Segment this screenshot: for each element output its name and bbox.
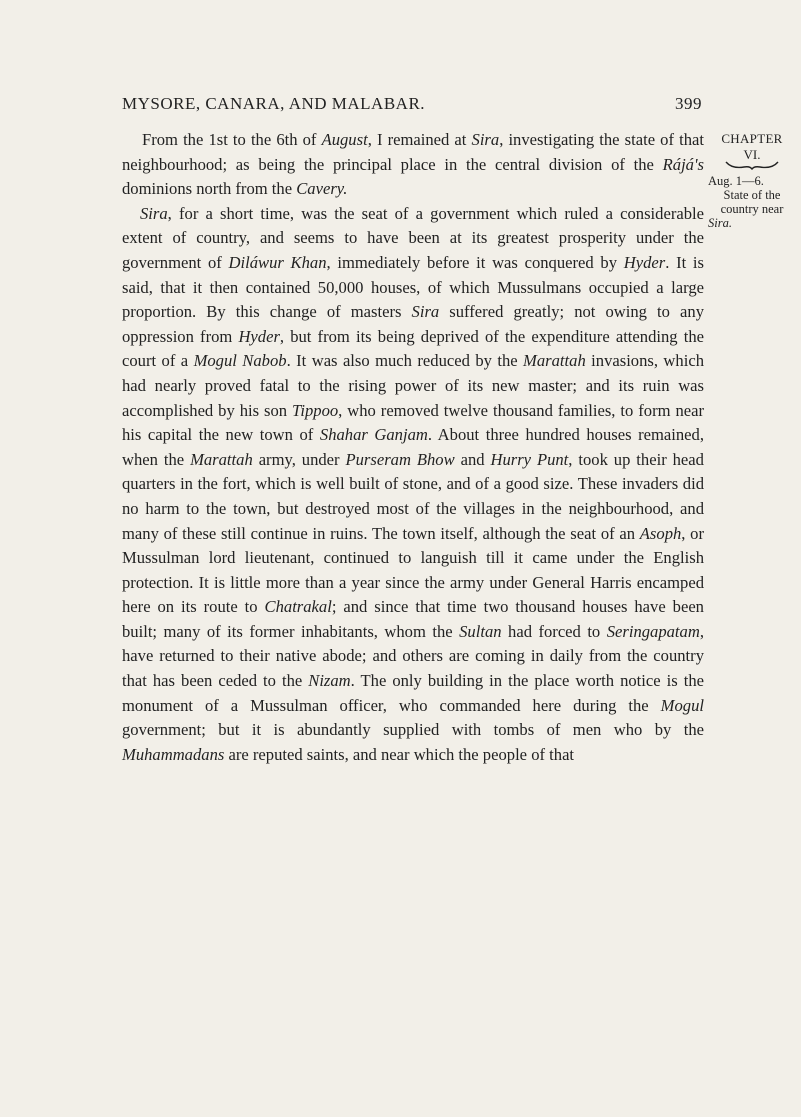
page-number: 399 — [675, 94, 702, 113]
italic-run: Purseram Bhow — [345, 449, 455, 469]
text-run: government; but it is abundantly supplied with tombs of men who by the — [122, 720, 704, 740]
text-run: From the 1st to the 6th of — [142, 130, 322, 149]
text-run: had forced to — [501, 621, 607, 641]
text-run: army, under — [252, 449, 346, 469]
text-run: , but from its being deprived of the expenditure attending the court of a — [122, 326, 704, 371]
text-run: , immediately before it was conquered by — [326, 252, 624, 272]
italic-run: Rájá's — [662, 154, 704, 174]
margin-note-line-1: State of the — [723, 188, 781, 202]
chapter-number: VI. — [743, 147, 761, 162]
text-run: , or Mussulman lord lieutenant, continued to languish till it came under the English protection. It is little more than a year since the army under General Harris encamped here on its route to — [122, 523, 704, 617]
italic-run: Nizam — [308, 671, 351, 691]
margin-note-line-3: Sira. — [708, 216, 732, 230]
text-run: ; and since that time two thousand houses have been built; many of its former inhabitants, whom the — [122, 597, 704, 641]
text-run: are reputed saints, and near which the people of that — [224, 744, 575, 764]
italic-run: Marattah — [190, 449, 253, 469]
text-run: , have returned to their native abode; and others are coming in daily from the country that has been ceded to the — [122, 621, 704, 691]
italic-run: Diláwur Khan — [228, 252, 327, 272]
italic-run: Mogul — [660, 695, 704, 715]
margin-date: Aug. 1—6. — [708, 174, 764, 188]
running-title: MYSORE, CANARA, AND MALABAR. — [122, 94, 426, 113]
text-run: , for a short time, was the seat of a government which ruled a considerable extent of country, and seems to have been at its greatest prosperity under the government of — [122, 203, 704, 272]
italic-run: Chatrakal — [264, 597, 332, 617]
italic-run: Tippoo — [292, 400, 339, 420]
text-run: , I remained at — [367, 130, 472, 149]
italic-run: Shahar Ganjam — [319, 425, 428, 445]
chapter-label: CHAPTER — [721, 131, 783, 146]
text-run: , who removed twelve thousand families, to form near his capital the new town of — [122, 400, 704, 445]
italic-run: Sira — [411, 302, 440, 322]
text-run: . The only building in the place worth notice is the monument of a Mussulman officer, who commanded here during the — [122, 671, 704, 715]
italic-run: Marattah — [523, 351, 586, 371]
italic-run: Hyder — [238, 326, 280, 346]
text-run: , investigating the state of that neighbourhood; as being the principal place in the central division of the — [122, 130, 704, 174]
text-run: , took up their head quarters in the fort, which is well built of stone, and of a good size. These invaders did no harm to the town, but destroyed most of the villages in the neighbourhood, and many of these still continue in ruins. The town itself, although the seat of an — [122, 449, 704, 543]
text-run: . It is said, that it then contained 50,000 houses, of which Mussulmans occupied a large proportion. By this change of masters — [122, 252, 704, 322]
italic-run: August — [321, 130, 368, 149]
text-run: invasions, which had nearly proved fatal to the rising power of its new master; and its ruin was accomplished by his son — [122, 351, 704, 420]
body-text — [122, 128, 704, 767]
italic-run: Mogul Nabob — [193, 351, 287, 371]
italic-run: Sira — [471, 130, 500, 149]
text-run: suffered greatly; not owing to any oppression from — [122, 302, 705, 346]
italic-run: Muhammadans — [122, 744, 225, 764]
margin-notes — [708, 132, 796, 230]
italic-run: Cavery. — [296, 179, 348, 199]
paragraph-2 — [122, 202, 704, 768]
italic-run: Seringapatam — [606, 621, 700, 641]
paragraph-1 — [122, 128, 704, 202]
italic-run: Asoph — [639, 523, 682, 543]
italic-run: Sira — [140, 203, 168, 223]
margin-note-line-2: country near — [720, 202, 784, 216]
italic-run: Sultan — [459, 621, 502, 641]
italic-run: Hyder — [623, 252, 666, 272]
text-run: and — [454, 449, 491, 469]
italic-run: Hurry Punt — [490, 449, 569, 469]
text-run: . It was also much reduced by the — [286, 351, 524, 371]
text-run: . About three hundred houses remained, when the — [122, 425, 704, 469]
text-run: dominions north from the — [122, 179, 297, 199]
